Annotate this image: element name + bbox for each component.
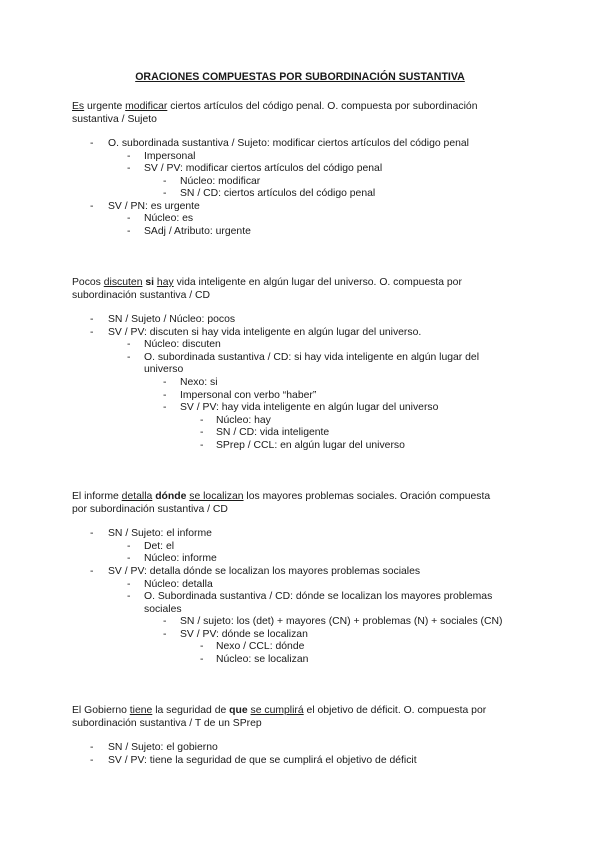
verb-detalla: detalla xyxy=(121,491,153,502)
list-item: Núcleo: informe xyxy=(144,553,217,564)
list-item: SN / CD: vida inteligente xyxy=(216,427,330,438)
list-item: SV / PV: dónde se localizan xyxy=(180,629,308,640)
sentence-text: El informe xyxy=(72,491,122,502)
list-item: SAdj / Atributo: urgente xyxy=(144,226,251,237)
dash: - xyxy=(90,528,94,539)
list-item: O. Subordinada sustantiva / CD: dónde se localizan los mayores problemas xyxy=(144,591,493,602)
sentence-text: vida inteligente en algún lugar del universo. O. compuesta por xyxy=(173,277,462,288)
sentence-4 xyxy=(72,705,532,730)
list-item: SV / PV: discuten si hay vida inteligente en algún lugar del universo. xyxy=(108,327,422,338)
list-item-continuation: universo xyxy=(144,364,184,375)
list-item: Impersonal con verbo “haber” xyxy=(180,390,317,401)
list-item: Det: el xyxy=(144,541,175,552)
sentence-text: el objetivo de déficit. O. compuesta por xyxy=(303,705,487,716)
list-item: SPrep / CCL: en algún lugar del universo xyxy=(216,440,405,451)
list-item: SN / Sujeto: el gobierno xyxy=(108,742,218,753)
list-item-continuation: sociales xyxy=(144,604,182,615)
list-item: Núcleo: modificar xyxy=(180,176,261,187)
dash: - xyxy=(127,579,131,590)
sentence-3 xyxy=(72,491,532,516)
dash: - xyxy=(90,755,94,766)
list-item: Núcleo: detalla xyxy=(144,579,213,590)
nexo-si: si xyxy=(145,277,155,288)
list-item: Nexo / CCL: dónde xyxy=(216,641,305,652)
dash: - xyxy=(200,415,204,426)
list-item: SV / PV: modificar ciertos artículos del código penal xyxy=(144,163,383,174)
verb-discuten: discuten xyxy=(103,277,143,288)
list-item: Núcleo: hay xyxy=(216,415,271,426)
dash: - xyxy=(163,176,167,187)
dash: - xyxy=(163,616,167,627)
sentence-2-line-1 xyxy=(72,277,532,290)
verb-es: Es xyxy=(72,101,85,112)
list-item: Núcleo: es xyxy=(144,213,194,224)
dash: - xyxy=(163,188,167,199)
sentence-1 xyxy=(72,101,532,126)
dash: - xyxy=(90,201,94,212)
list-item: O. subordinada sustantiva / CD: si hay vida inteligente en algún lugar del xyxy=(144,352,480,363)
dash: - xyxy=(127,339,131,350)
nexo-donde: dónde xyxy=(155,491,187,502)
sentence-2-line-2: subordinación sustantiva / CD xyxy=(72,289,211,301)
dash: - xyxy=(127,541,131,552)
list-item: Núcleo: discuten xyxy=(144,339,221,350)
dash: - xyxy=(127,151,131,162)
sentence-1-line-1 xyxy=(72,101,532,114)
dash: - xyxy=(200,654,204,665)
list-item: SV / PV: tiene la seguridad de que se cumplirá el objetivo de déficit xyxy=(108,755,417,766)
sentence-text: El Gobierno xyxy=(72,705,130,716)
sentence-text: los mayores problemas sociales. Oración compuesta xyxy=(243,491,491,502)
dash: - xyxy=(90,566,94,577)
dash: - xyxy=(127,213,131,224)
list-item: SN / Sujeto / Núcleo: pocos xyxy=(108,314,236,325)
list-item: O. subordinada sustantiva / Sujeto: modificar ciertos artículos del código penal xyxy=(108,138,469,149)
list-item: SN / CD: ciertos artículos del código penal xyxy=(180,188,376,199)
sentence-4-line-2: subordinación sustantiva / T de un SPrep xyxy=(72,717,262,729)
sentence-text: la seguridad de xyxy=(152,705,230,716)
sentence-3-line-2: por subordinación sustantiva / CD xyxy=(72,503,228,515)
dash: - xyxy=(90,138,94,149)
dash: - xyxy=(90,314,94,325)
list-item: Impersonal xyxy=(144,151,196,162)
dash: - xyxy=(127,226,131,237)
verb-se-localizan: se localizan xyxy=(189,491,244,502)
list-item: Núcleo: se localizan xyxy=(216,654,309,665)
list-item: SN / Sujeto: el informe xyxy=(108,528,212,539)
sentence-1-line-2: sustantiva / Sujeto xyxy=(72,113,157,125)
dash: - xyxy=(163,402,167,413)
dash: - xyxy=(163,390,167,401)
sentence-text: Pocos xyxy=(72,277,104,288)
list-item: SV / PV: hay vida inteligente en algún lugar del universo xyxy=(180,402,439,413)
verb-modificar: modificar xyxy=(125,101,168,112)
dash: - xyxy=(127,163,131,174)
page-title: ORACIONES COMPUESTAS POR SUBORDINACIÓN SUSTANTIVA xyxy=(135,71,465,83)
dash: - xyxy=(163,629,167,640)
list-item: SV / PV: detalla dónde se localizan los mayores problemas sociales xyxy=(108,566,421,577)
dash: - xyxy=(163,377,167,388)
dash: - xyxy=(200,641,204,652)
dash: - xyxy=(200,440,204,451)
verb-hay: hay xyxy=(156,277,174,288)
list-item: SN / sujeto: los (det) + mayores (CN) + problemas (N) + sociales (CN) xyxy=(180,616,503,627)
verb-se-cumplira: se cumplirá xyxy=(250,705,304,716)
verb-tiene: tiene xyxy=(129,705,153,716)
dash: - xyxy=(90,742,94,753)
sentence-text: ciertos artículos del código penal. O. compuesta por subordinación xyxy=(167,101,478,112)
dash: - xyxy=(127,352,131,363)
sentence-3-line-1 xyxy=(72,491,532,504)
dash: - xyxy=(90,327,94,338)
nexo-que: que xyxy=(229,705,248,716)
sentence-text: urgente xyxy=(84,101,126,112)
sentence-2 xyxy=(72,277,532,302)
list-item: Nexo: si xyxy=(180,377,218,388)
dash: - xyxy=(200,427,204,438)
list-item: SV / PN: es urgente xyxy=(108,201,200,212)
dash: - xyxy=(127,553,131,564)
sentence-4-line-1 xyxy=(72,705,532,718)
dash: - xyxy=(127,591,131,602)
